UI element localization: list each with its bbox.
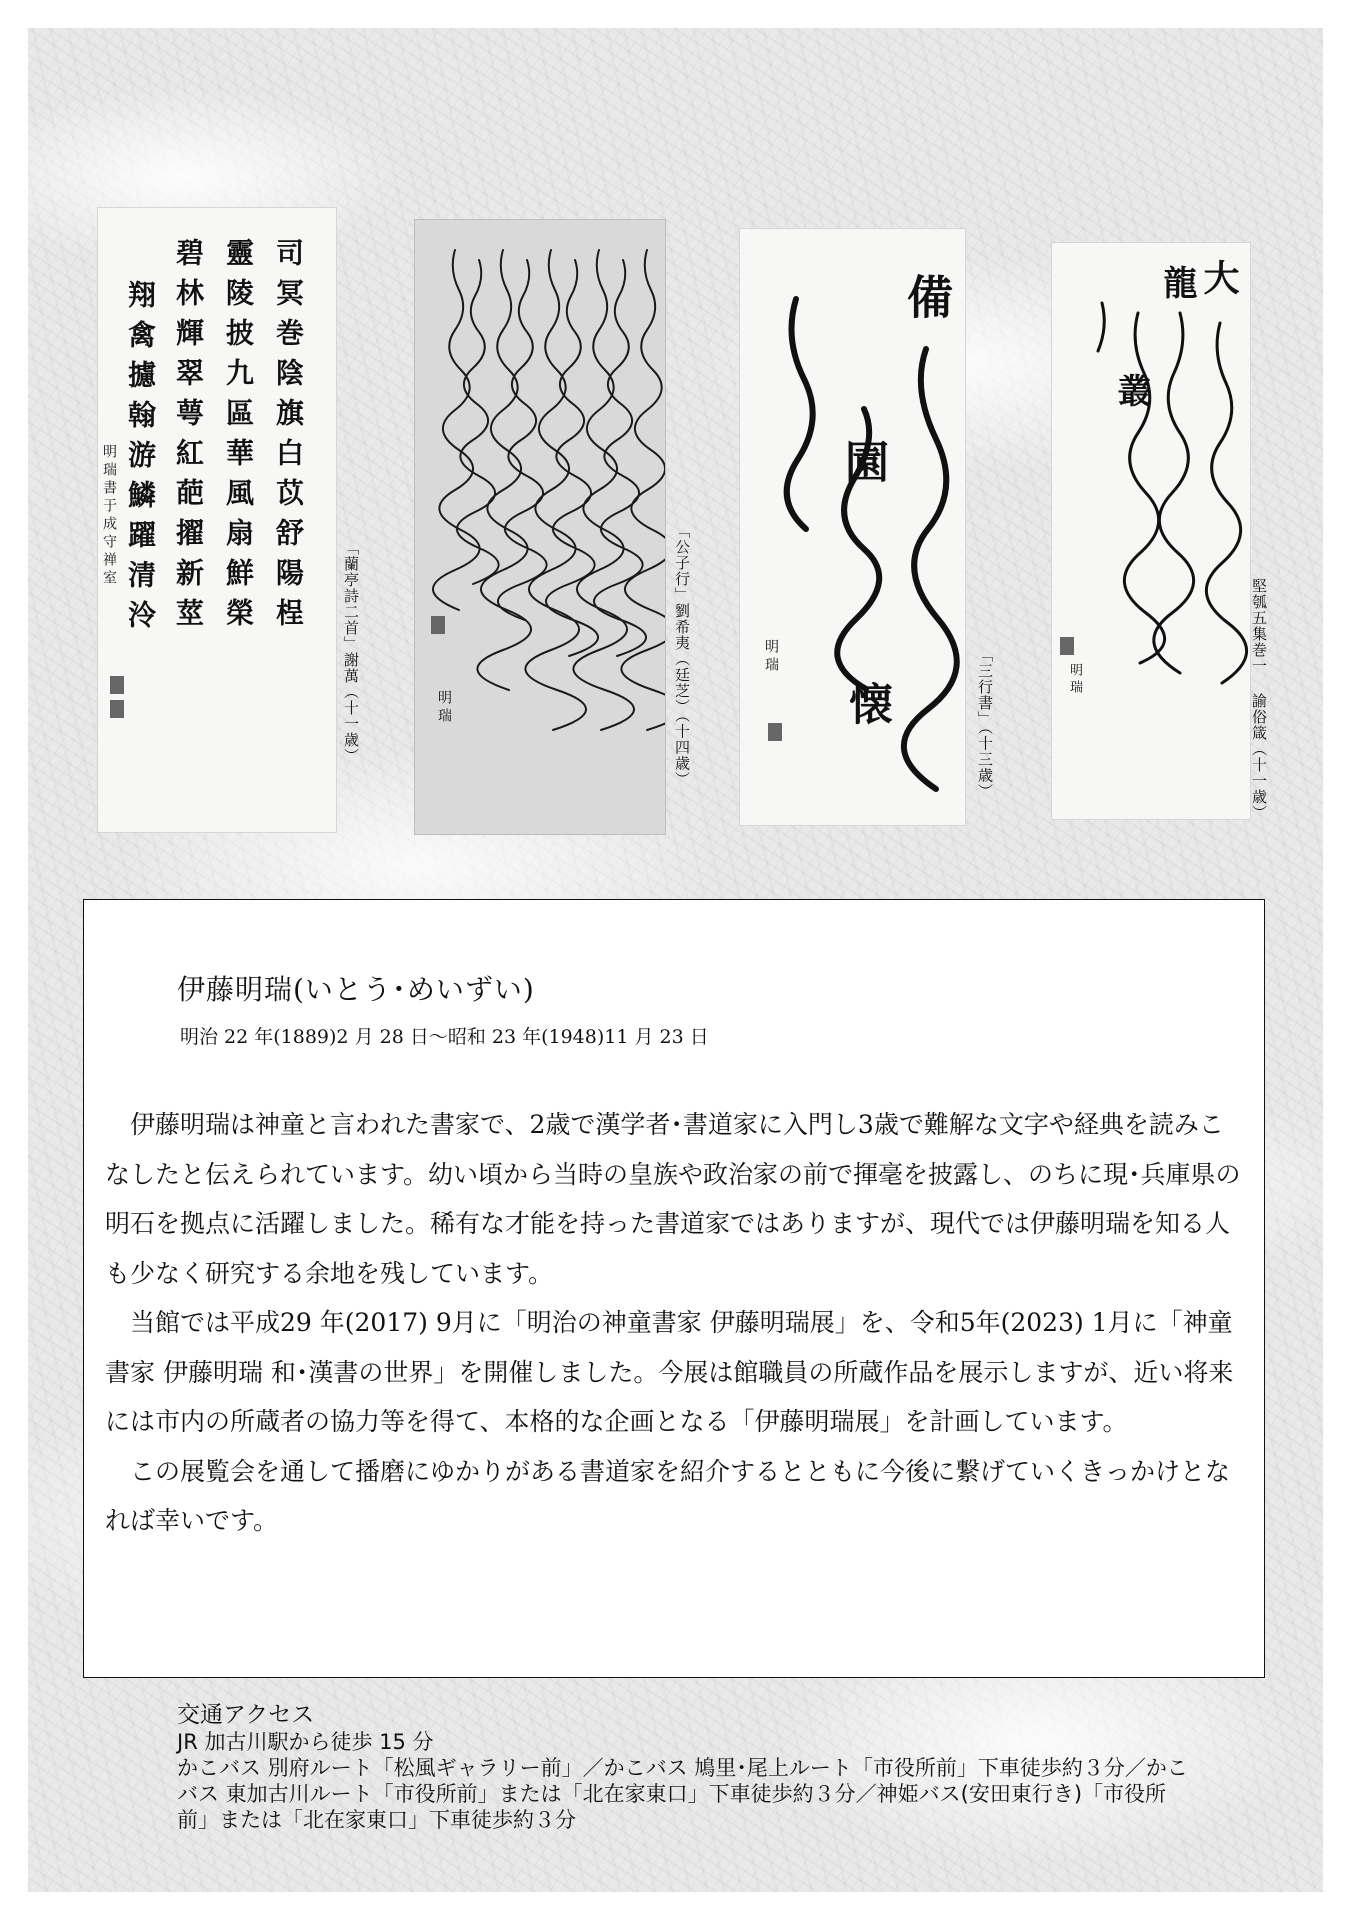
work-3-column-1: 備	[900, 273, 954, 319]
work-3-caption: 「三行書」（十三歳）	[976, 647, 994, 800]
work-3-column-2: 園	[837, 439, 888, 483]
artist-description	[105, 1100, 1245, 1546]
work-2-caption: 「公子行」劉希夷（廷芝）（十四歳）	[673, 523, 691, 788]
calligraphy-work-4	[1052, 243, 1250, 819]
work-1-column-2: 靈陵披九區華風扇鮮榮	[222, 238, 255, 638]
work-1-column-1: 司冥巻陰旗白苡舒陽桯	[272, 238, 305, 638]
artist-name: 伊藤明瑞(いとう･めいずい)	[177, 973, 535, 1006]
work-1-column-4: 翔禽攄翰游鱗躍清泠	[124, 280, 157, 640]
access-title: 交通アクセス	[177, 1702, 315, 1728]
access-info	[177, 1702, 1197, 1833]
calligraphy-work-2	[415, 220, 665, 834]
work-3-column-3: 懐	[841, 681, 892, 725]
work-2-cursive-strokes	[415, 220, 665, 834]
access-line-2: かこバス 別府ルート「松風ギャラリー前」／かこバス 鳩里･尾上ルート「市役所前」下車徒歩約３分／かこバス 東加古川ルート「市役所前」または「北在家東口」下車徒歩約３分／神姫バス(安田東行き)「市役所前」または「北在家東口」下車徒歩約３分	[177, 1756, 1188, 1832]
artist-dates: 明治 22 年(1889)2 月 28 日～昭和 23 年(1948)11 月 23 日	[180, 1026, 709, 1048]
calligraphy-work-1	[98, 208, 336, 832]
work-4-column-3: 叢	[1111, 373, 1151, 407]
work-3-seal	[768, 723, 782, 741]
work-2-seal	[431, 616, 445, 634]
work-1-seal	[110, 676, 124, 694]
description-paragraph-2: 当館では平成29 年(2017) 9月に「明治の神童書家 伊藤明瑞展」を、令和5年(2023) 1月に「神童書家 伊藤明瑞 和･漢書の世界」を開催しました。今展は館職員の所蔵作品を展示しますが、近い将来には市内の所蔵者の協力等を得て、本格的な企画となる「伊藤明瑞展」を計画しています。	[105, 1308, 1234, 1436]
work-4-column-2: 龍	[1157, 265, 1197, 299]
work-1-seal-2	[110, 700, 124, 718]
work-1-caption: 「蘭亭詩二首」謝萬（十一歳）	[342, 540, 360, 764]
work-4-caption: 堅瓠五集巻一 諭俗箴（十一歳）	[1250, 578, 1268, 821]
work-1-column-3: 碧林輝翠萼紅葩擢新莖	[172, 238, 205, 638]
calligraphy-work-3	[740, 229, 965, 825]
description-paragraph-3: この展覧会を通して播磨にゆかりがある書道家を紹介するとともに今後に繋げていくきっかけとなれば幸いです。	[105, 1456, 1231, 1535]
description-paragraph-1: 伊藤明瑞は神童と言われた書家で、2歳で漢学者･書道家に入門し3歳で難解な文字や経典を読みこなしたと伝えられています。幼い頃から当時の皇族や政治家の前で揮毫を披露し、のちに現･兵庫県の明石を拠点に活躍しました。稀有な才能を持った書道家ではありますが、現代では伊藤明瑞を知る人も少なく研究する余地を残しています。	[105, 1110, 1241, 1288]
work-2-signature: 明瑞	[436, 690, 452, 726]
access-line-1: JR 加古川駅から徒歩 15 分	[177, 1730, 434, 1754]
work-1-signature: 明瑞書于成守禅室	[101, 444, 117, 588]
work-4-column-1: 大	[1198, 259, 1239, 295]
work-3-signature: 明瑞	[763, 639, 779, 675]
artist-info-box	[83, 899, 1265, 1678]
work-4-seal	[1060, 637, 1074, 655]
work-4-signature: 明瑞	[1067, 663, 1082, 697]
